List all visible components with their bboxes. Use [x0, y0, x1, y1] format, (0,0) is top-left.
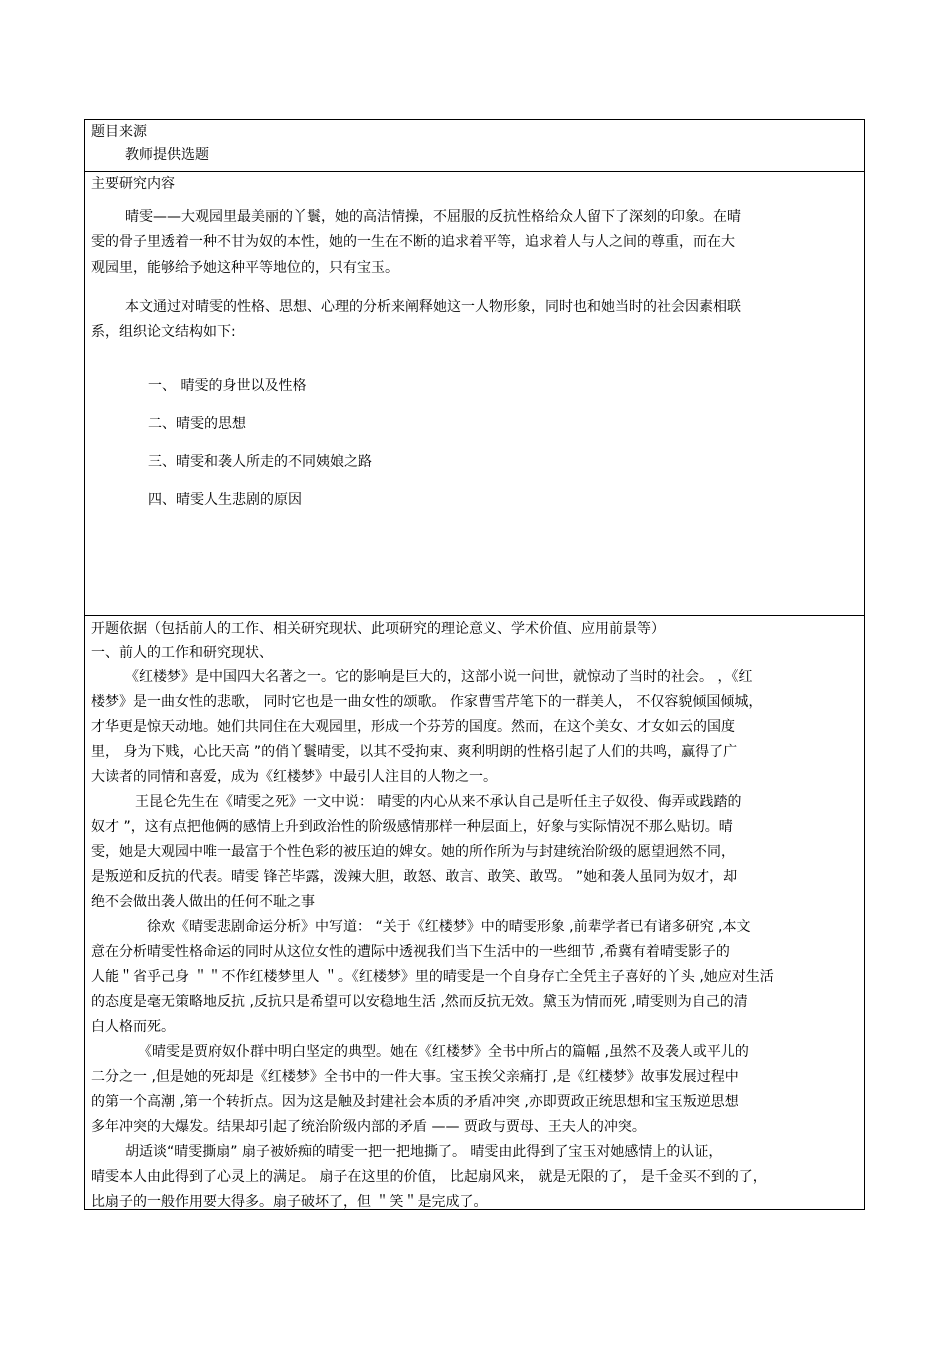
basis-line: 二分之一 ,但是她的死却是《红楼梦》全书中的一件大事。宝玉挨父亲痛打 ,是《红楼梦》故事发展过程中 [91, 1069, 739, 1085]
outline-item: 三、晴雯和袭人所走的不同姨娘之路 [148, 454, 372, 470]
research-para1-line: 雯的骨子里透着一种不甘为奴的本性，她的一生在不断的追求着平等，追求着人与人之间的尊重，而在大 [91, 234, 735, 250]
basis-line: 楼梦》是一曲女性的悲歌， 同时它也是一曲女性的颂歌。 作家曹雪芹笔下的一群美人， 不仅容貌倾国倾城， [91, 694, 763, 710]
basis-line: 才华更是惊天动地。她们共同住在大观园里，形成一个芬芳的国度。然而，在这个美女、才女如云的国度 [91, 719, 735, 735]
basis-line: 的态度是毫无策略地反抗 ,反抗只是希望可以安稳地生活 ,然而反抗无效。黛玉为情而死 ,晴雯则为自己的清 [91, 994, 748, 1010]
outline-item: 四、晴雯人生悲剧的原因 [148, 492, 302, 508]
basis-line: 大读者的同情和喜爱，成为《红楼梦》中最引人注目的人物之一。 [91, 769, 497, 785]
research-para1-line: 观园里，能够给予她这种平等地位的，只有宝玉。 [91, 260, 399, 276]
outline-item: 一、 晴雯的身世以及性格 [148, 378, 307, 394]
basis-line: 徐欢《晴雯悲剧命运分析》中写道： “关于《红楼梦》中的晴雯形象 ,前辈学者已有诸多研究 ,本文 [147, 919, 751, 935]
basis-line: 胡适谈“晴雯撕扇” 扇子被娇痴的晴雯一把一把地撕了。 晴雯由此得到了宝玉对她感情上的认证， [125, 1144, 723, 1160]
basis-line: 意在分析晴雯性格命运的同时从这位女性的遭际中透视我们当下生活中的一些细节 ,希冀有着晴雯影子的 [91, 944, 730, 960]
section-title-basis: 开题依据（包括前人的工作、相关研究现状、此项研究的理论意义、学术价值、应用前景等） [91, 621, 665, 637]
research-para2-line: 本文通过对晴雯的性格、思想、心理的分析来阐释她这一人物形象，同时也和她当时的社会因素相联 [125, 299, 741, 315]
basis-line: 白人格而死。 [91, 1019, 175, 1035]
basis-line: 王昆仑先生在《晴雯之死》一文中说： 晴雯的内心从来不承认自己是听任主子奴役、侮弄或践踏的 [135, 794, 742, 810]
table-divider [85, 171, 864, 172]
basis-line: 《晴雯是贾府奴仆群中明白坚定的典型。她在《红楼梦》全书中所占的篇幅 ,虽然不及袭人或平儿的 [138, 1044, 749, 1060]
basis-subtitle: 一、前人的工作和研究现状、 [91, 645, 273, 661]
basis-line: 奴才 ”，这有点把他俩的感情上升到政治性的阶级感情那样一种层面上，好象与实际情况不那么贴切。晴 [91, 819, 733, 835]
basis-line: 人能＂省乎己身 ＂＂不作红楼梦里人 ＂。《红楼梦》里的晴雯是一个自身存亡全凭主子喜好的丫头 ,她应对生活 [91, 969, 774, 985]
basis-line: 比扇子的一般作用要大得多。扇子破坏了，但 ＂笑＂是完成了。 [91, 1194, 488, 1210]
basis-line: 《红楼梦》是中国四大名著之一。它的影响是巨大的，这部小说一问世，就惊动了当时的社会。 ，《红 [125, 669, 753, 685]
basis-line: 是叛逆和反抗的代表。晴雯 锋芒毕露，泼辣大胆，敢怒、敢言、敢笑、敢骂。 ”她和袭人虽同为奴才，却 [91, 869, 738, 885]
topic-source-value: 教师提供选题 [125, 147, 209, 163]
basis-line: 绝不会做出袭人做出的任何不耻之事 [91, 894, 315, 910]
basis-line: 晴雯本人由此得到了心灵上的满足。 扇子在这里的价值， 比起扇风来， 就是无限的了， 是千金买不到的了， [91, 1169, 767, 1185]
basis-line: 雯，她是大观园中唯一最富于个性色彩的被压迫的婢女。她的所作所为与封建统治阶级的愿望迥然不同， [91, 844, 735, 860]
section-title-source: 题目来源 [91, 124, 147, 140]
section-title-research: 主要研究内容 [91, 176, 175, 192]
basis-line: 里， 身为下贱，心比天高 ”的俏丫鬟晴雯，以其不受拘束、爽利明朗的性格引起了人们的共鸣，赢得了广 [91, 744, 738, 760]
proposal-table [84, 119, 865, 1210]
research-para1-line: 晴雯——大观园里最美丽的丫鬟，她的高洁情操，不屈服的反抗性格给众人留下了深刻的印象。在晴 [125, 209, 741, 225]
basis-line: 多年冲突的大爆发。结果却引起了统治阶级内部的矛盾 —— 贾政与贾母、王夫人的冲突。 [91, 1119, 646, 1135]
table-divider [85, 615, 864, 616]
outline-item: 二、晴雯的思想 [148, 416, 246, 432]
research-para2-line: 系，组织论文结构如下: [91, 324, 236, 340]
basis-line: 的第一个高潮 ,第一个转折点。因为这是触及封建社会本质的矛盾冲突 ,亦即贾政正统思想和宝玉叛逆思想 [91, 1094, 739, 1110]
